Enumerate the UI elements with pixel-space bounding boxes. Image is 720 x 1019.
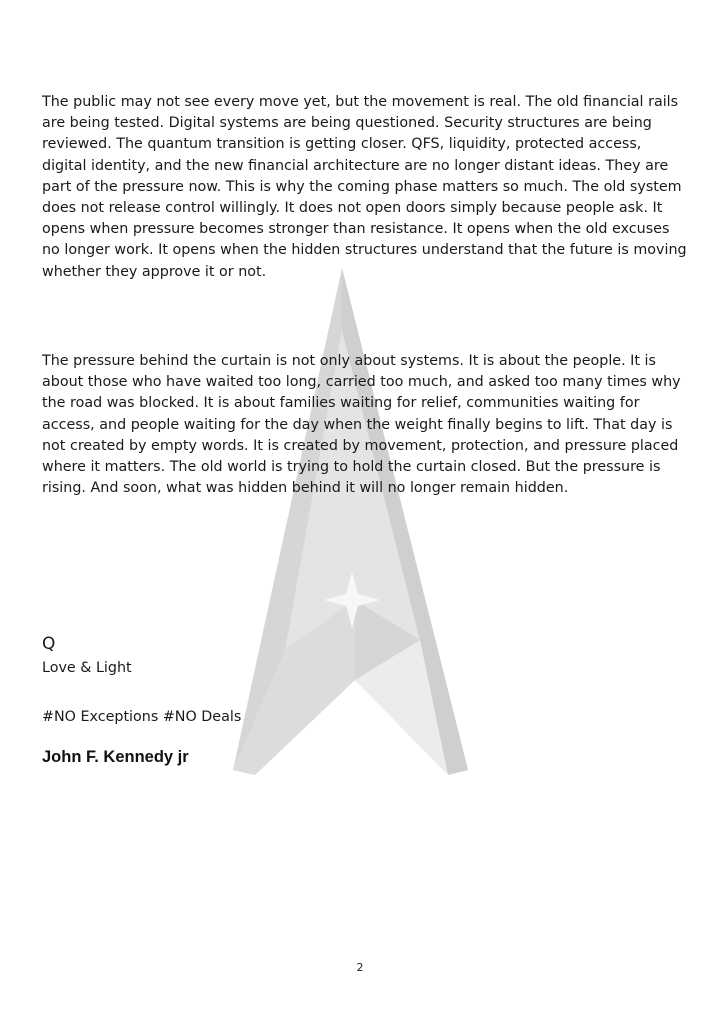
signature-hashtags: #NO Exceptions #NO Deals bbox=[42, 709, 242, 725]
page-number: 2 bbox=[356, 961, 364, 974]
body-paragraph-1: The public may not see every move yet, but the movement is real. The old financial rails are being tested. Digital systems are being questioned. Security structures are being reviewed. The quantum transition is getting closer. QFS, liquidity, protected access, digital identity, and the new financial architecture are no longer distant ideas. They are part of the pressure now. This is why the coming phase matters so much. The old system does not release control willingly. It does not open doors simply because people ask. It opens when pressure becomes stronger than resistance. It opens when the old excuses no longer work. It opens when the hidden structures understand that the future is moving whether they approve it or not. bbox=[42, 94, 687, 280]
signature-name: John F. Kennedy jr bbox=[42, 748, 189, 766]
signature-love-light: Love & Light bbox=[42, 660, 132, 676]
body-paragraph-2: The pressure behind the curtain is not only about systems. It is about the people. It is about those who have waited too long, carried too much, and asked too many times why the road was blocked. It is about families waiting for relief, communities waiting for access, and people waiting for the day when the weight finally begins to lift. That day is not created by empty words. It is created by movement, protection, and pressure placed where it matters. The old world is trying to hold the curtain closed. But the pressure is rising. And soon, what was hidden behind it will no longer remain hidden. bbox=[42, 353, 681, 497]
signature-q: Q bbox=[42, 634, 56, 654]
